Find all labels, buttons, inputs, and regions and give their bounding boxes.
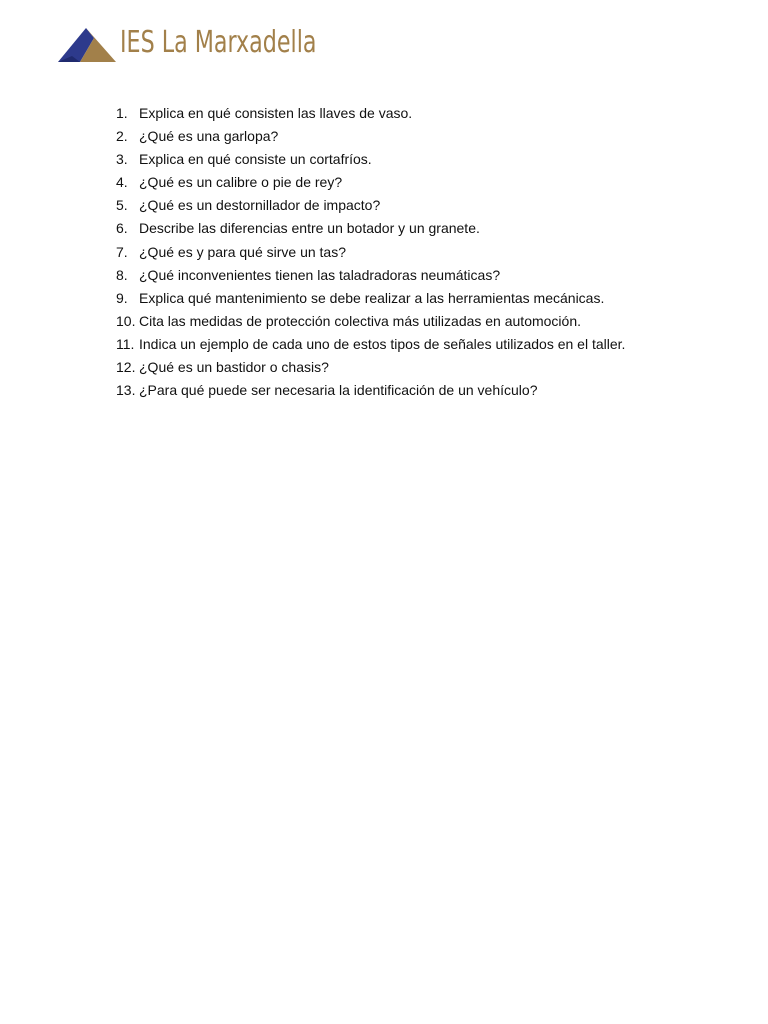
item-number: 9. <box>116 289 128 306</box>
item-number: 12. <box>116 359 136 376</box>
list-item <box>116 356 625 379</box>
list-item <box>116 217 625 240</box>
item-number: 13. <box>116 382 136 399</box>
list-item <box>116 125 625 148</box>
school-header <box>58 20 358 66</box>
list-item <box>116 310 625 333</box>
item-text: ¿Qué es un destornillador de impacto? <box>139 197 381 214</box>
item-text: ¿Qué es un bastidor o chasis? <box>139 359 329 376</box>
item-text: Explica en qué consisten las llaves de vaso. <box>139 105 413 121</box>
item-number: 11. <box>116 335 135 352</box>
mountain-logo-icon <box>58 24 118 64</box>
item-text: Indica un ejemplo de cada uno de estos tipos de señales utilizados en el taller. <box>139 335 626 352</box>
question-list <box>116 102 625 402</box>
item-text: Explica en qué consiste un cortafríos. <box>139 151 372 168</box>
list-item <box>116 287 625 310</box>
item-text: Explica qué mantenimiento se debe realizar a las herramientas mecánicas. <box>139 289 605 306</box>
list-item <box>116 148 625 171</box>
item-text: ¿Qué inconvenientes tienen las taladradoras neumáticas? <box>139 266 501 283</box>
item-text: Describe las diferencias entre un botador y un granete. <box>139 220 480 237</box>
list-item <box>116 379 625 402</box>
item-text: Cita las medidas de protección colectiva más utilizadas en automoción. <box>139 312 582 329</box>
list-item <box>116 102 625 125</box>
item-number: 4. <box>116 174 128 191</box>
item-number: 2. <box>116 128 128 145</box>
list-item <box>116 333 625 356</box>
list-item <box>116 194 625 217</box>
list-item <box>116 171 625 194</box>
item-text: ¿Qué es y para qué sirve un tas? <box>139 243 346 260</box>
item-number: 8. <box>116 266 128 283</box>
item-text: ¿Qué es una garlopa? <box>139 128 279 145</box>
item-number: 10. <box>116 312 136 329</box>
item-number: 1. <box>116 105 128 121</box>
item-number: 5. <box>116 197 128 214</box>
item-text: ¿Qué es un calibre o pie de rey? <box>139 174 343 191</box>
list-item <box>116 241 625 264</box>
item-number: 7. <box>116 243 128 260</box>
item-number: 6. <box>116 220 128 237</box>
item-number: 3. <box>116 151 128 168</box>
school-name: IES La Marxadella <box>120 25 317 60</box>
item-text: ¿Para qué puede ser necesaria la identificación de un vehículo? <box>139 382 538 399</box>
list-item <box>116 264 625 287</box>
